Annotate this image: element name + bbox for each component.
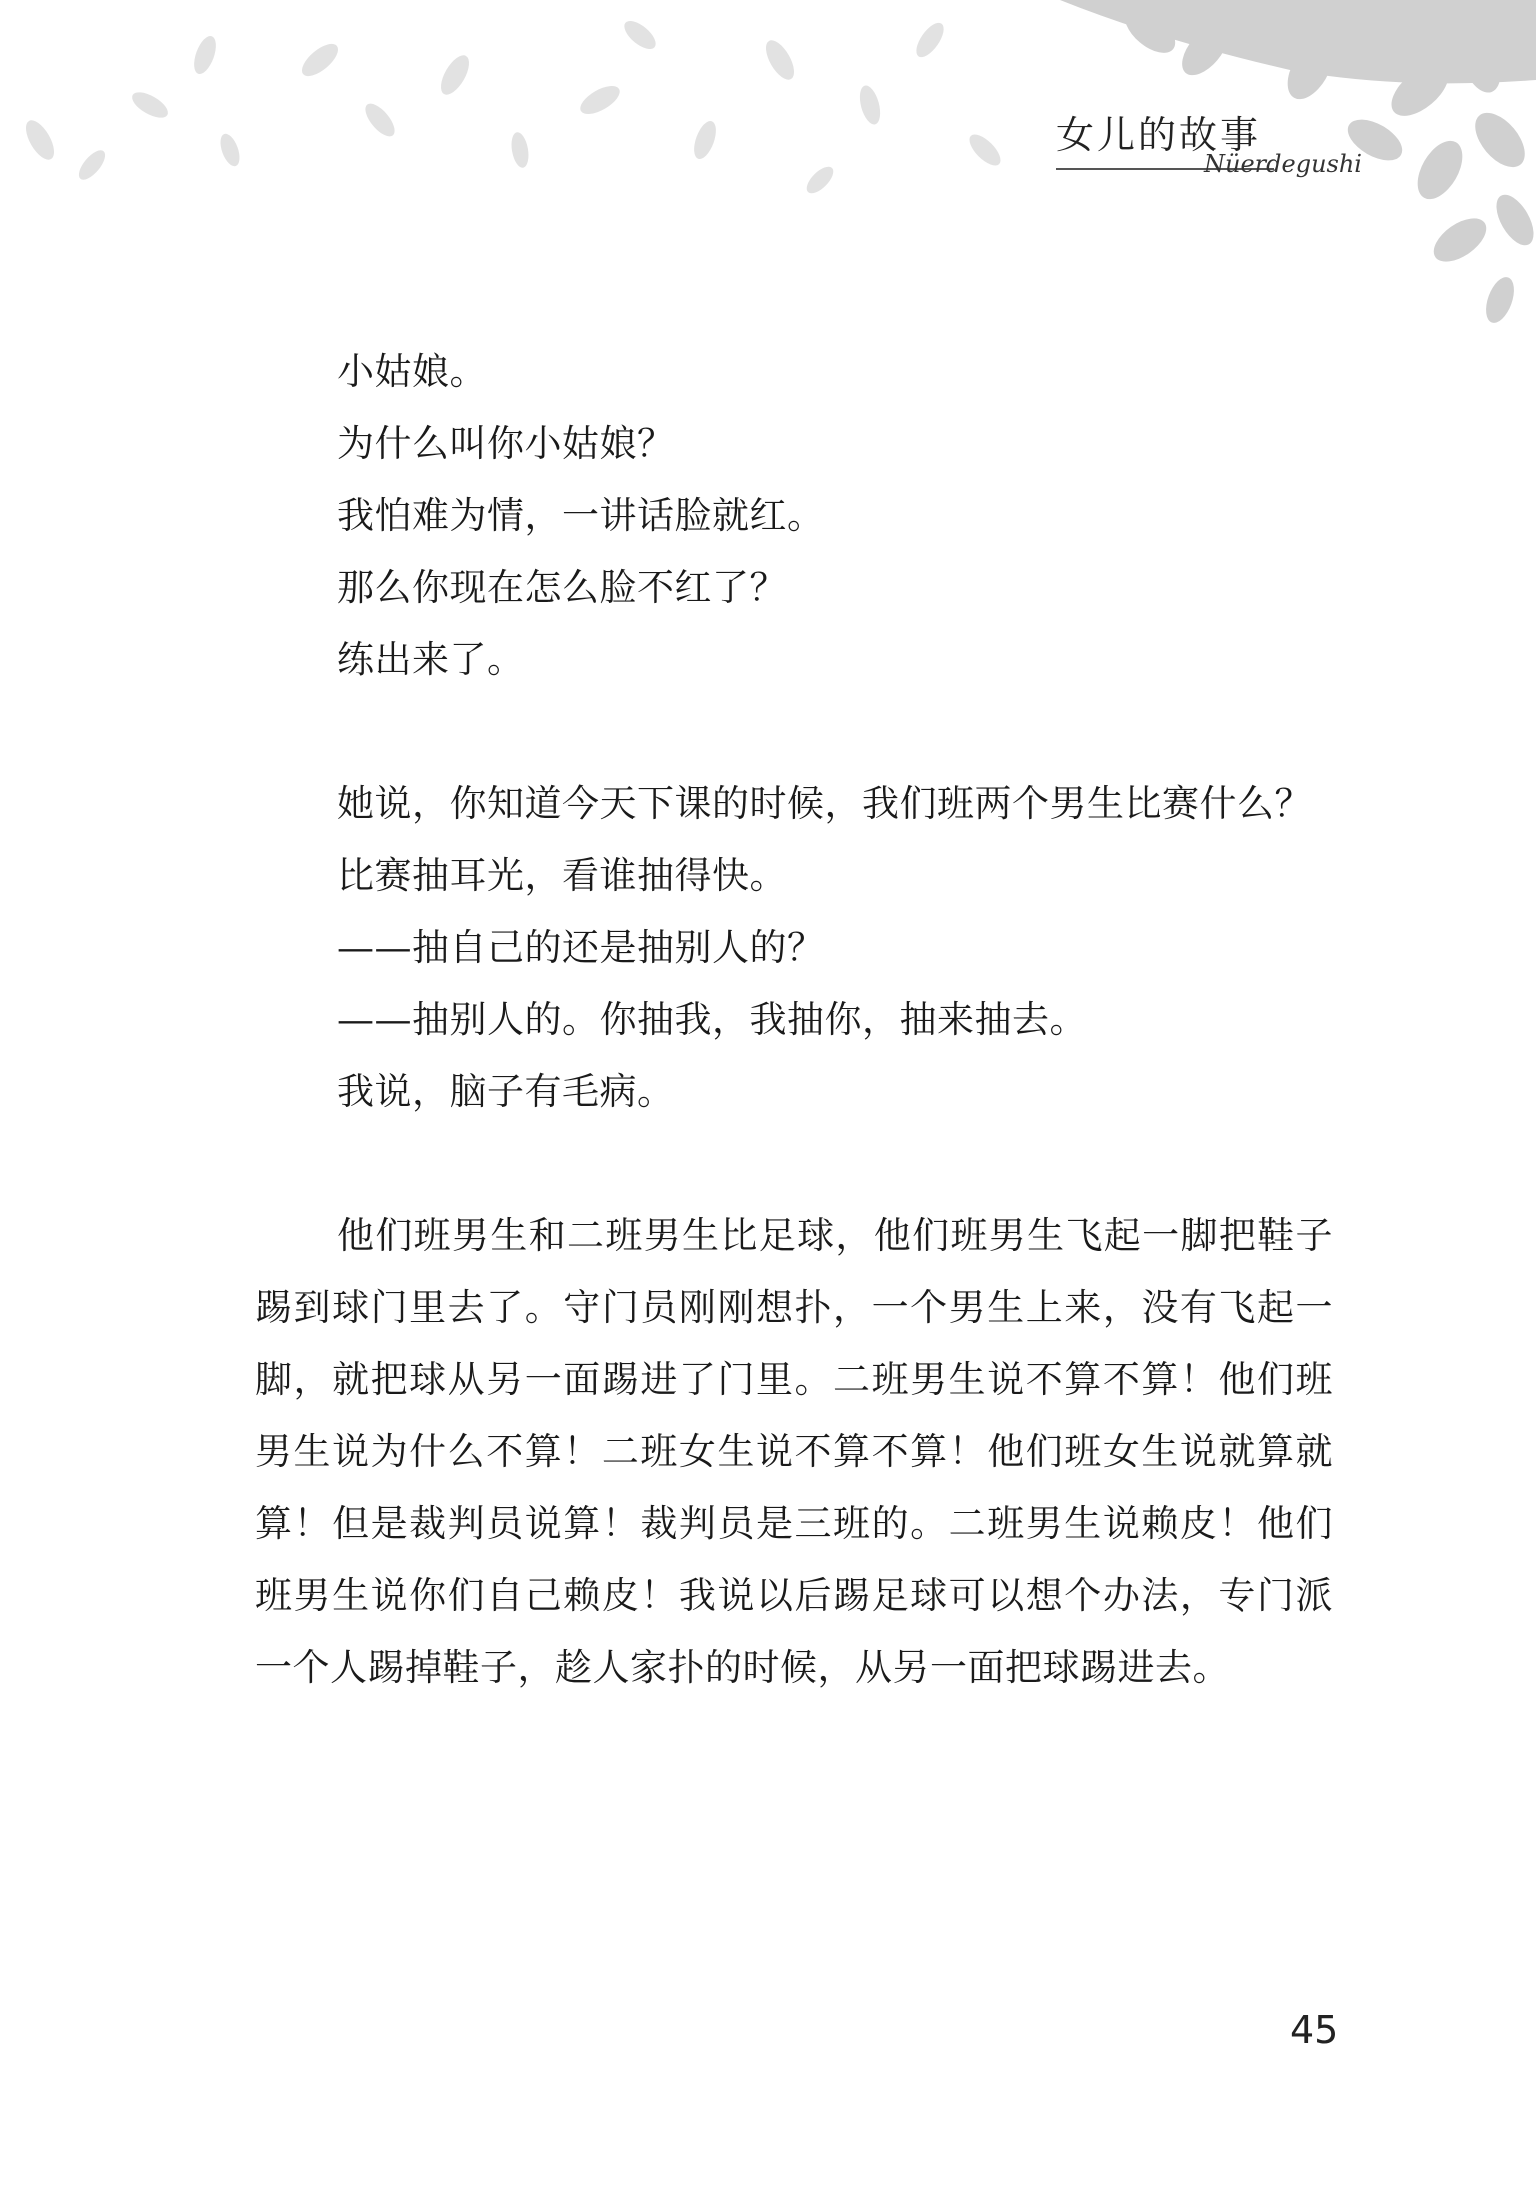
running-header-pinyin: Nüerdegushi	[1204, 150, 1362, 178]
paragraph: 为什么叫你小姑娘？	[337, 422, 675, 465]
section-gap	[255, 1128, 1333, 1200]
paragraph: ——抽别人的。你抽我，我抽你，抽来抽去。	[337, 998, 1087, 1041]
paragraph: 比赛抽耳光，看谁抽得快。	[337, 854, 787, 897]
paragraph: 那么你现在怎么脸不红了？	[337, 566, 787, 609]
paragraph: 我怕难为情，一讲话脸就红。	[337, 494, 825, 537]
page-body	[255, 336, 1333, 1704]
running-header-title: 女儿的故事	[1056, 113, 1262, 157]
paragraph: 练出来了。	[337, 638, 525, 681]
paragraph: ——抽自己的还是抽别人的？	[337, 926, 825, 969]
paragraph: 我说，脑子有毛病。	[337, 1070, 675, 1113]
paragraph: 小姑娘。	[337, 350, 487, 393]
paragraph: 她说，你知道今天下课的时候，我们班两个男生比赛什么？	[337, 782, 1312, 825]
section-gap	[255, 696, 1333, 768]
page-number: 45	[1290, 2008, 1339, 2052]
paragraph: 他们班男生和二班男生比足球，他们班男生飞起一脚把鞋子踢到球门里去了。守门员刚刚想扑，一个男生上来，没有飞起一脚，就把球从另一面踢进了门里。二班男生说不算不算！他们班男生说为什么不算！二班女生说不算不算！他们班女生说就算就算！但是裁判员说算！裁判员是三班的。二班男生说赖皮！他们班男生说你们自己赖皮！我说以后踢足球可以想个办法，专门派一个人踢掉鞋子，趁人家扑的时候，从另一面把球踢进去。	[255, 1214, 1333, 1689]
